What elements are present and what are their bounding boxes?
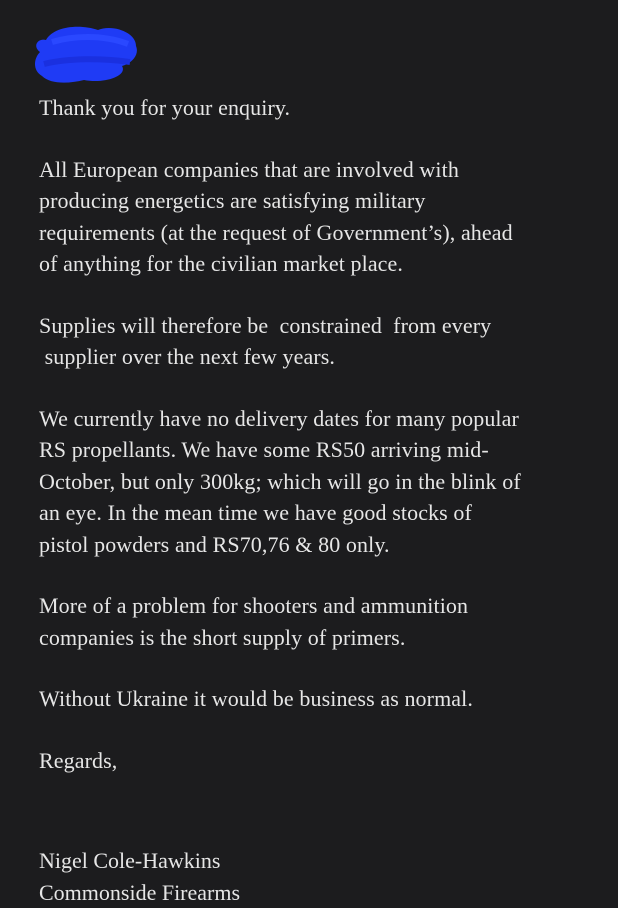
email-body [39, 92, 599, 806]
email-paragraph-1: All European companies that are involved with producing energetics are satisfying military requirements (at the request of Government’s), ahead of anything for the civilian market place. [39, 154, 599, 280]
redaction-scribble [32, 22, 140, 84]
email-paragraph-2: Supplies will therefore be constrained from every supplier over the next few years. [39, 310, 599, 373]
email-closing: Regards, [39, 745, 599, 777]
signature [39, 845, 240, 908]
signature-name: Nigel Cole-Hawkins [39, 845, 240, 877]
email-paragraph-4: More of a problem for shooters and ammunition companies is the short supply of primers. [39, 590, 599, 653]
signature-company: Commonside Firearms [39, 877, 240, 908]
email-paragraph-5: Without Ukraine it would be business as normal. [39, 683, 599, 715]
email-paragraph-3: We currently have no delivery dates for many popular RS propellants. We have some RS50 arriving mid- October, but only 300kg; which will go in the blink of an eye. In the mean time we have good stocks of pistol powders and RS70,76 & 80 only. [39, 403, 599, 561]
email-greeting: Thank you for your enquiry. [39, 92, 599, 124]
